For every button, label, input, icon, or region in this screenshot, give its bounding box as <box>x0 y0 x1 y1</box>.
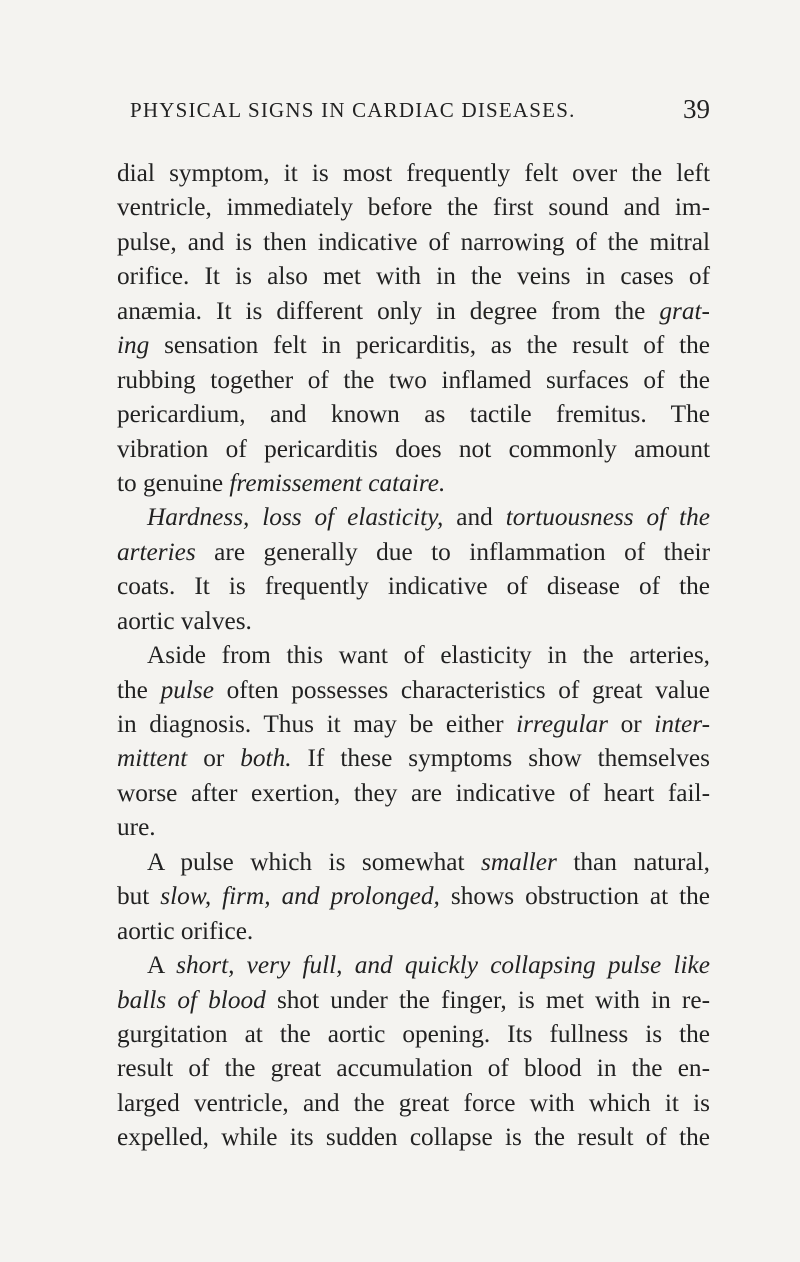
italic-text: ing <box>117 331 150 360</box>
text-run: often possesses characteristics of great value <box>213 675 710 704</box>
text-run: in diagnosis. Thus it may be either <box>117 710 517 738</box>
text-run: but <box>117 882 161 911</box>
text-run: ure. <box>117 813 156 842</box>
text-line <box>117 707 710 741</box>
text-run: dial symptom, it is most frequently felt over the left <box>117 159 710 187</box>
text-run: worse after exertion, they are indicative of heart fail- <box>117 778 710 807</box>
text-line <box>117 225 710 259</box>
text-line <box>117 397 710 431</box>
page-number: 39 <box>683 94 710 124</box>
italic-text: inter- <box>654 710 710 738</box>
text-line <box>117 1017 710 1051</box>
italic-text: short, very full, and quickly collapsing pulse like <box>176 951 710 980</box>
text-line <box>117 294 710 328</box>
italic-text: Hardness, loss of elasticity, <box>147 503 444 532</box>
italic-text: irregular <box>516 710 608 738</box>
italic-text: pulse <box>160 675 214 704</box>
text-line <box>117 156 710 190</box>
text-line <box>117 363 710 397</box>
text-line <box>117 914 710 948</box>
text-line <box>117 1051 710 1085</box>
running-head <box>117 96 710 132</box>
text-line <box>117 673 710 707</box>
text-run: Aside from this want of elasticity in the arteries, <box>147 641 710 670</box>
text-run: shot under the finger, is met with in re- <box>265 985 710 1014</box>
italic-text: mittent <box>117 744 188 773</box>
body-text <box>117 156 710 1155</box>
text-line <box>117 328 710 362</box>
text-run: the <box>117 675 161 704</box>
text-run: are generally due to inflammation of their <box>195 537 710 566</box>
text-run: and <box>443 503 506 532</box>
text-line <box>117 569 710 603</box>
text-run: A pulse which is somewhat <box>147 847 481 876</box>
text-run: pulse, and is then indicative of narrowing of the mitral <box>117 227 710 256</box>
italic-text: tortuousness of the <box>505 503 710 532</box>
text-line <box>117 1120 710 1154</box>
text-line <box>117 432 710 466</box>
text-run: If these symptoms show themselves <box>291 744 710 773</box>
text-line <box>117 845 710 879</box>
text-run: aortic valves. <box>117 606 252 635</box>
text-line <box>117 638 710 672</box>
text-line <box>117 259 710 293</box>
italic-text: fremissement cataire. <box>229 468 446 497</box>
italic-text: smaller <box>480 847 557 876</box>
text-line <box>117 466 710 500</box>
text-line <box>117 500 710 534</box>
text-run: or <box>607 710 655 738</box>
text-run: larged ventricle, and the great force with which it is <box>117 1088 710 1117</box>
text-run: vibration of pericarditis does not commonly amount <box>117 434 710 463</box>
text-run: than natural, <box>556 847 710 876</box>
text-run: result of the great accumulation of blood in the en- <box>117 1054 710 1083</box>
text-run: or <box>187 744 241 773</box>
italic-text: both. <box>240 744 292 773</box>
text-run: gurgitation at the aortic opening. Its fullness is the <box>117 1019 710 1048</box>
text-line <box>117 948 710 982</box>
text-run: sensation felt in pericarditis, as the result of the <box>149 331 710 360</box>
text-line <box>117 190 710 224</box>
text-run: shows obstruction at the <box>439 882 710 911</box>
text-run: A <box>147 951 177 980</box>
text-line <box>117 535 710 569</box>
text-run: orifice. It is also met with in the veins in cases of <box>117 262 710 291</box>
text-line <box>117 604 710 638</box>
text-run: expelled, while its sudden collapse is the result of the <box>117 1123 710 1152</box>
text-run: rubbing together of the two inflamed surfaces of the <box>117 365 710 394</box>
text-run: to genuine <box>117 468 230 497</box>
text-line <box>117 741 710 775</box>
italic-text: balls of blood <box>117 985 266 1014</box>
text-line <box>117 983 710 1017</box>
italic-text: slow, firm, and prolonged, <box>160 882 440 911</box>
italic-text: arteries <box>117 537 196 566</box>
italic-text: grat- <box>659 296 710 325</box>
text-line <box>117 879 710 913</box>
running-title: PHYSICAL SIGNS IN CARDIAC DISEASES. <box>130 98 576 122</box>
text-run: ventricle, immediately before the first sound and im- <box>117 193 710 222</box>
text-line <box>117 810 710 844</box>
text-run: coats. It is frequently indicative of disease of the <box>117 572 710 601</box>
text-run: aortic orifice. <box>117 916 254 945</box>
text-line <box>117 776 710 810</box>
text-run: pericardium, and known as tactile fremitus. The <box>117 400 710 429</box>
text-run: anæmia. It is different only in degree from the <box>117 296 660 325</box>
text-line <box>117 1086 710 1120</box>
